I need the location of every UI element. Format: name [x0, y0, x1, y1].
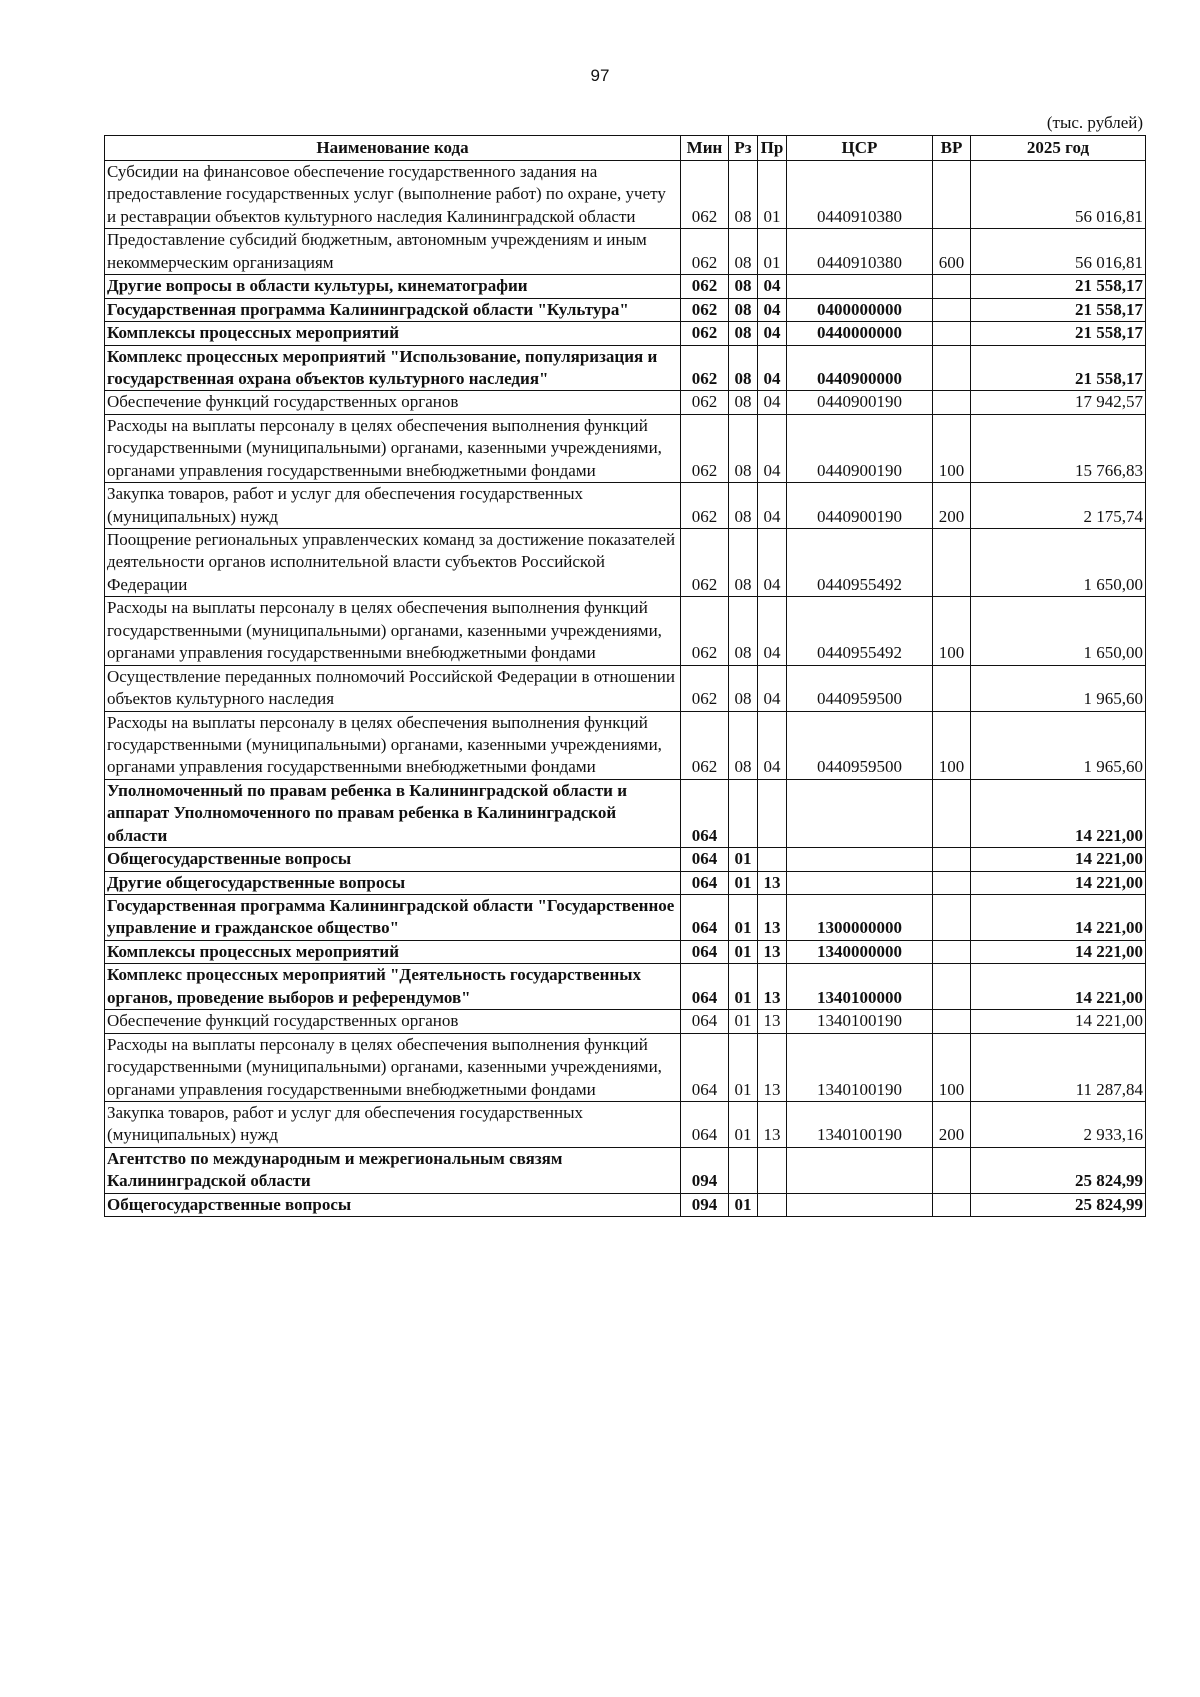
cell-amount: 15 766,83 — [971, 414, 1146, 482]
cell-name: Расходы на выплаты персоналу в целях обеспечения выполнения функций государственными (муниципальными) органами, казенными учреждениями, органами управления государственными внебюджетными фондами — [105, 414, 681, 482]
cell-amount: 14 221,00 — [971, 779, 1146, 847]
cell-name: Расходы на выплаты персоналу в целях обеспечения выполнения функций государственными (муниципальными) органами, казенными учреждениями, органами управления государственными внебюджетными фондами — [105, 1033, 681, 1101]
cell-csr — [787, 848, 933, 871]
cell-vr — [933, 298, 971, 321]
cell-amount: 21 558,17 — [971, 322, 1146, 345]
cell-amount: 14 221,00 — [971, 871, 1146, 894]
cell-name: Закупка товаров, работ и услуг для обеспечения государственных (муниципальных) нужд — [105, 483, 681, 529]
cell-csr: 1340100190 — [787, 1033, 933, 1101]
table-row — [105, 391, 1146, 414]
cell-pr: 04 — [758, 529, 787, 597]
cell-rz: 08 — [729, 483, 758, 529]
table-row — [105, 597, 1146, 665]
header-pr: Пр — [758, 136, 787, 161]
cell-amount: 25 824,99 — [971, 1147, 1146, 1193]
cell-amount: 1 650,00 — [971, 529, 1146, 597]
cell-csr — [787, 1147, 933, 1193]
cell-vr — [933, 940, 971, 963]
cell-amount: 14 221,00 — [971, 964, 1146, 1010]
table-row — [105, 895, 1146, 941]
cell-amount: 17 942,57 — [971, 391, 1146, 414]
cell-pr: 13 — [758, 940, 787, 963]
cell-name: Осуществление переданных полномочий Российской Федерации в отношении объектов культурного наследия — [105, 665, 681, 711]
cell-name: Поощрение региональных управленческих команд за достижение показателей деятельности органов исполнительной власти субъектов Российской Федерации — [105, 529, 681, 597]
cell-csr: 0440900190 — [787, 483, 933, 529]
cell-vr — [933, 1010, 971, 1033]
cell-rz: 08 — [729, 597, 758, 665]
cell-rz — [729, 1147, 758, 1193]
cell-name: Обеспечение функций государственных органов — [105, 1010, 681, 1033]
cell-vr — [933, 391, 971, 414]
cell-vr — [933, 871, 971, 894]
cell-min: 064 — [681, 940, 729, 963]
header-name: Наименование кода — [105, 136, 681, 161]
cell-min: 062 — [681, 275, 729, 298]
cell-pr: 13 — [758, 1010, 787, 1033]
cell-pr: 04 — [758, 391, 787, 414]
cell-amount: 25 824,99 — [971, 1193, 1146, 1216]
cell-rz: 08 — [729, 322, 758, 345]
cell-csr: 0440959500 — [787, 711, 933, 779]
cell-csr — [787, 275, 933, 298]
cell-pr: 01 — [758, 161, 787, 229]
cell-amount: 21 558,17 — [971, 275, 1146, 298]
budget-table — [104, 135, 1146, 1217]
cell-vr — [933, 161, 971, 229]
cell-csr: 0440900190 — [787, 391, 933, 414]
cell-vr — [933, 529, 971, 597]
cell-name: Комплекс процессных мероприятий "Использование, популяризация и государственная охрана объектов культурного наследия" — [105, 345, 681, 391]
table-row — [105, 711, 1146, 779]
cell-min: 062 — [681, 161, 729, 229]
table-row — [105, 414, 1146, 482]
cell-csr — [787, 871, 933, 894]
table-row — [105, 275, 1146, 298]
cell-vr — [933, 345, 971, 391]
cell-pr — [758, 1147, 787, 1193]
cell-min: 064 — [681, 895, 729, 941]
cell-vr — [933, 322, 971, 345]
cell-vr: 100 — [933, 414, 971, 482]
cell-min: 064 — [681, 964, 729, 1010]
cell-pr: 13 — [758, 964, 787, 1010]
cell-pr: 04 — [758, 322, 787, 345]
cell-pr — [758, 1193, 787, 1216]
cell-name: Расходы на выплаты персоналу в целях обеспечения выполнения функций государственными (муниципальными) органами, казенными учреждениями, органами управления государственными внебюджетными фондами — [105, 597, 681, 665]
cell-vr: 100 — [933, 597, 971, 665]
cell-rz: 08 — [729, 665, 758, 711]
cell-name: Субсидии на финансовое обеспечение государственного задания на предоставление государственных услуг (выполнение работ) по охране, учету и реставрации объектов культурного наследия Калининградской области — [105, 161, 681, 229]
page-number: 97 — [590, 66, 610, 85]
cell-name: Агентство по международным и межрегиональным связям Калининградской области — [105, 1147, 681, 1193]
cell-name: Закупка товаров, работ и услуг для обеспечения государственных (муниципальных) нужд — [105, 1101, 681, 1147]
cell-rz: 01 — [729, 895, 758, 941]
cell-csr: 0440910380 — [787, 229, 933, 275]
cell-min: 064 — [681, 779, 729, 847]
cell-vr — [933, 665, 971, 711]
cell-vr: 200 — [933, 483, 971, 529]
table-row — [105, 1147, 1146, 1193]
cell-min: 062 — [681, 298, 729, 321]
cell-rz: 01 — [729, 964, 758, 1010]
cell-csr: 1340000000 — [787, 940, 933, 963]
table-row — [105, 1010, 1146, 1033]
cell-name: Обеспечение функций государственных органов — [105, 391, 681, 414]
cell-csr: 0400000000 — [787, 298, 933, 321]
cell-name: Предоставление субсидий бюджетным, автономным учреждениям и иным некоммерческим организациям — [105, 229, 681, 275]
cell-rz: 01 — [729, 848, 758, 871]
cell-min: 062 — [681, 322, 729, 345]
cell-rz: 08 — [729, 275, 758, 298]
cell-min: 062 — [681, 665, 729, 711]
cell-pr — [758, 848, 787, 871]
header-min: Мин — [681, 136, 729, 161]
table-row — [105, 940, 1146, 963]
cell-rz: 08 — [729, 391, 758, 414]
table-header-row — [105, 136, 1146, 161]
cell-amount: 21 558,17 — [971, 298, 1146, 321]
cell-name: Государственная программа Калининградской области "Государственное управление и гражданское общество" — [105, 895, 681, 941]
cell-pr: 04 — [758, 275, 787, 298]
cell-vr — [933, 1193, 971, 1216]
header-amount: 2025 год — [971, 136, 1146, 161]
cell-pr — [758, 779, 787, 847]
cell-min: 062 — [681, 229, 729, 275]
cell-amount: 2 175,74 — [971, 483, 1146, 529]
cell-vr: 600 — [933, 229, 971, 275]
units-label: (тыс. рублей) — [1046, 113, 1143, 132]
cell-min: 064 — [681, 1101, 729, 1147]
cell-amount: 11 287,84 — [971, 1033, 1146, 1101]
cell-min: 094 — [681, 1193, 729, 1216]
cell-pr: 13 — [758, 871, 787, 894]
cell-pr: 13 — [758, 1033, 787, 1101]
cell-min: 094 — [681, 1147, 729, 1193]
cell-min: 064 — [681, 871, 729, 894]
table-row — [105, 964, 1146, 1010]
cell-csr: 1340100000 — [787, 964, 933, 1010]
cell-min: 064 — [681, 1010, 729, 1033]
cell-pr: 04 — [758, 665, 787, 711]
cell-name: Уполномоченный по правам ребенка в Калининградской области и аппарат Уполномоченного по правам ребенка в Калининградской области — [105, 779, 681, 847]
cell-amount: 14 221,00 — [971, 895, 1146, 941]
cell-vr: 200 — [933, 1101, 971, 1147]
cell-rz: 08 — [729, 229, 758, 275]
cell-csr: 0440900000 — [787, 345, 933, 391]
header-rz: Рз — [729, 136, 758, 161]
cell-amount: 21 558,17 — [971, 345, 1146, 391]
cell-rz: 08 — [729, 711, 758, 779]
cell-min: 064 — [681, 1033, 729, 1101]
cell-pr: 04 — [758, 414, 787, 482]
cell-csr — [787, 1193, 933, 1216]
cell-vr — [933, 275, 971, 298]
table-row — [105, 161, 1146, 229]
cell-min: 062 — [681, 391, 729, 414]
cell-name: Государственная программа Калининградской области "Культура" — [105, 298, 681, 321]
cell-pr: 13 — [758, 895, 787, 941]
cell-pr: 04 — [758, 298, 787, 321]
cell-min: 062 — [681, 711, 729, 779]
cell-rz: 01 — [729, 1033, 758, 1101]
cell-amount: 1 965,60 — [971, 711, 1146, 779]
cell-amount: 14 221,00 — [971, 940, 1146, 963]
table-row — [105, 298, 1146, 321]
cell-csr: 0440955492 — [787, 529, 933, 597]
cell-rz: 01 — [729, 1101, 758, 1147]
table-body — [105, 161, 1146, 1217]
cell-amount: 14 221,00 — [971, 848, 1146, 871]
cell-csr: 0440910380 — [787, 161, 933, 229]
cell-vr: 100 — [933, 1033, 971, 1101]
table-row — [105, 665, 1146, 711]
cell-vr: 100 — [933, 711, 971, 779]
cell-csr: 1340100190 — [787, 1010, 933, 1033]
cell-pr: 04 — [758, 711, 787, 779]
cell-rz: 08 — [729, 414, 758, 482]
cell-name: Другие вопросы в области культуры, кинематографии — [105, 275, 681, 298]
cell-rz: 01 — [729, 940, 758, 963]
cell-amount: 56 016,81 — [971, 229, 1146, 275]
cell-name: Комплексы процессных мероприятий — [105, 940, 681, 963]
cell-vr — [933, 848, 971, 871]
cell-rz: 08 — [729, 298, 758, 321]
cell-vr — [933, 779, 971, 847]
cell-name: Общегосударственные вопросы — [105, 1193, 681, 1216]
table-row — [105, 529, 1146, 597]
cell-min: 062 — [681, 483, 729, 529]
table-row — [105, 871, 1146, 894]
cell-rz — [729, 779, 758, 847]
cell-vr — [933, 964, 971, 1010]
cell-csr: 0440900190 — [787, 414, 933, 482]
cell-min: 064 — [681, 848, 729, 871]
cell-min: 062 — [681, 529, 729, 597]
table-row — [105, 848, 1146, 871]
table-row — [105, 1101, 1146, 1147]
cell-min: 062 — [681, 345, 729, 391]
cell-name: Другие общегосударственные вопросы — [105, 871, 681, 894]
table-row — [105, 1033, 1146, 1101]
cell-csr: 1340100190 — [787, 1101, 933, 1147]
cell-pr: 13 — [758, 1101, 787, 1147]
cell-csr: 0440955492 — [787, 597, 933, 665]
cell-min: 062 — [681, 414, 729, 482]
cell-vr — [933, 1147, 971, 1193]
cell-csr: 1300000000 — [787, 895, 933, 941]
cell-amount: 1 650,00 — [971, 597, 1146, 665]
table-row — [105, 1193, 1146, 1216]
table-row — [105, 229, 1146, 275]
table-row — [105, 483, 1146, 529]
cell-csr: 0440000000 — [787, 322, 933, 345]
table-row — [105, 779, 1146, 847]
cell-min: 062 — [681, 597, 729, 665]
cell-rz: 01 — [729, 1010, 758, 1033]
cell-amount: 2 933,16 — [971, 1101, 1146, 1147]
cell-name: Комплексы процессных мероприятий — [105, 322, 681, 345]
cell-rz: 08 — [729, 345, 758, 391]
cell-amount: 56 016,81 — [971, 161, 1146, 229]
cell-csr — [787, 779, 933, 847]
cell-rz: 08 — [729, 529, 758, 597]
cell-csr: 0440959500 — [787, 665, 933, 711]
cell-name: Комплекс процессных мероприятий "Деятельность государственных органов, проведение выборов и референдумов" — [105, 964, 681, 1010]
table-row — [105, 345, 1146, 391]
cell-rz: 01 — [729, 871, 758, 894]
header-vr: ВР — [933, 136, 971, 161]
cell-name: Общегосударственные вопросы — [105, 848, 681, 871]
cell-amount: 1 965,60 — [971, 665, 1146, 711]
cell-rz: 01 — [729, 1193, 758, 1216]
cell-pr: 04 — [758, 597, 787, 665]
cell-name: Расходы на выплаты персоналу в целях обеспечения выполнения функций государственными (муниципальными) органами, казенными учреждениями, органами управления государственными внебюджетными фондами — [105, 711, 681, 779]
cell-pr: 04 — [758, 345, 787, 391]
cell-pr: 04 — [758, 483, 787, 529]
cell-vr — [933, 895, 971, 941]
cell-pr: 01 — [758, 229, 787, 275]
header-csr: ЦСР — [787, 136, 933, 161]
cell-rz: 08 — [729, 161, 758, 229]
cell-amount: 14 221,00 — [971, 1010, 1146, 1033]
table-row — [105, 322, 1146, 345]
